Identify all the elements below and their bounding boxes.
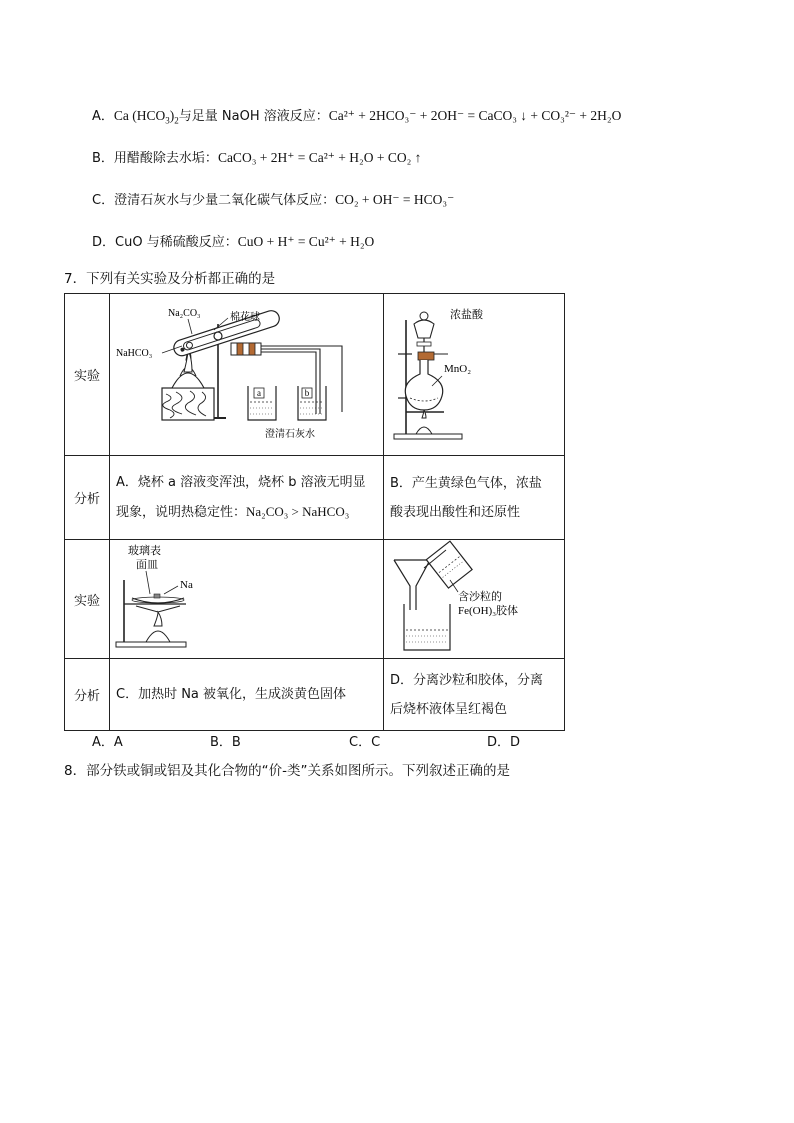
- analysis-option-d: D．分离沙粒和胶体，分离 后烧杯液体呈红褐色: [384, 659, 565, 731]
- experiment-fig-3-cell: [110, 540, 384, 659]
- beaker-b-label: b: [304, 388, 310, 398]
- q7-answer-b[interactable]: B．B: [210, 735, 241, 750]
- q7-answer-c[interactable]: C．C: [349, 735, 381, 750]
- row-label-analysis-1: 分析: [65, 456, 110, 540]
- row-label-experiment-1: 实验: [65, 294, 110, 456]
- watch-glass-label-1: 玻璃表: [128, 545, 161, 557]
- experiment-fig-4-cell: [384, 540, 565, 659]
- mno2-label: MnO₂: [444, 363, 472, 375]
- row-label-experiment-2: 实验: [65, 540, 110, 659]
- sand-colloid-label-2: Fe(OH)₃胶体: [458, 605, 519, 617]
- analysis-option-a: A．烧杯 a 溶液变浑浊，烧杯 b 溶液无明显 现象，说明热稳定性：Na₂CO₃ > NaHCO₃: [110, 456, 384, 540]
- conc-hcl-label: 浓盐酸: [450, 309, 483, 321]
- q8-title: 8．部分铁或铜或铝及其化合物的“价-类”关系如图所示。下列叙述正确的是: [64, 763, 510, 779]
- q6-option-d: D．CuO 与稀硫酸反应：CuO + H⁺ = Cu²⁺ + H₂O: [92, 234, 375, 250]
- na-label: Na: [180, 579, 193, 591]
- experiment-fig-2-cell: [384, 294, 565, 456]
- sand-colloid-label-1: 含沙粒的: [458, 591, 502, 603]
- q6-option-b: B．用醋酸除去水垢：CaCO₃ + 2H⁺ = Ca²⁺ + H₂O + CO₂ ↑: [92, 150, 422, 166]
- apparatus-sodium-heating-diagram: [110, 540, 383, 654]
- cotton-ball-label: 棉花球: [230, 312, 260, 323]
- experiment-fig-1-cell: [110, 294, 384, 456]
- q6-option-a: A．Ca $(HCO_3)_2$与足量 NaOH 溶液反应：Ca²⁺ + 2HCO₃⁻ + 2OH⁻ = CaCO₃ ↓ + CO₃²⁻ + 2H₂O: [92, 108, 622, 126]
- q7-answer-d[interactable]: D．D: [487, 735, 521, 750]
- analysis-option-b: B．产生黄绿色气体，浓盐 酸表现出酸性和还原性: [384, 456, 565, 540]
- apparatus-carbonate-heating-diagram: [110, 294, 383, 451]
- apparatus-filtration-diagram: [384, 540, 564, 654]
- apparatus-chlorine-generation-diagram: [384, 294, 564, 451]
- na2co3-label: Na₂CO₃: [168, 308, 201, 319]
- q7-experiment-table: [64, 293, 565, 731]
- watch-glass-label-2: 面皿: [136, 559, 158, 571]
- row-label-analysis-2: 分析: [65, 659, 110, 731]
- nahco3-label: NaHCO₃: [116, 348, 153, 359]
- analysis-option-c: C．加热时 Na 被氧化，生成淡黄色固体: [110, 659, 384, 731]
- q7-title: 7．下列有关实验及分析都正确的是: [64, 271, 276, 287]
- q6-option-c: C．澄清石灰水与少量二氧化碳气体反应：CO₂ + OH⁻ = HCO₃⁻: [92, 192, 455, 208]
- q7-answer-a[interactable]: A．A: [92, 735, 123, 750]
- limewater-label: 澄清石灰水: [265, 429, 315, 440]
- beaker-a-label: a: [257, 388, 261, 398]
